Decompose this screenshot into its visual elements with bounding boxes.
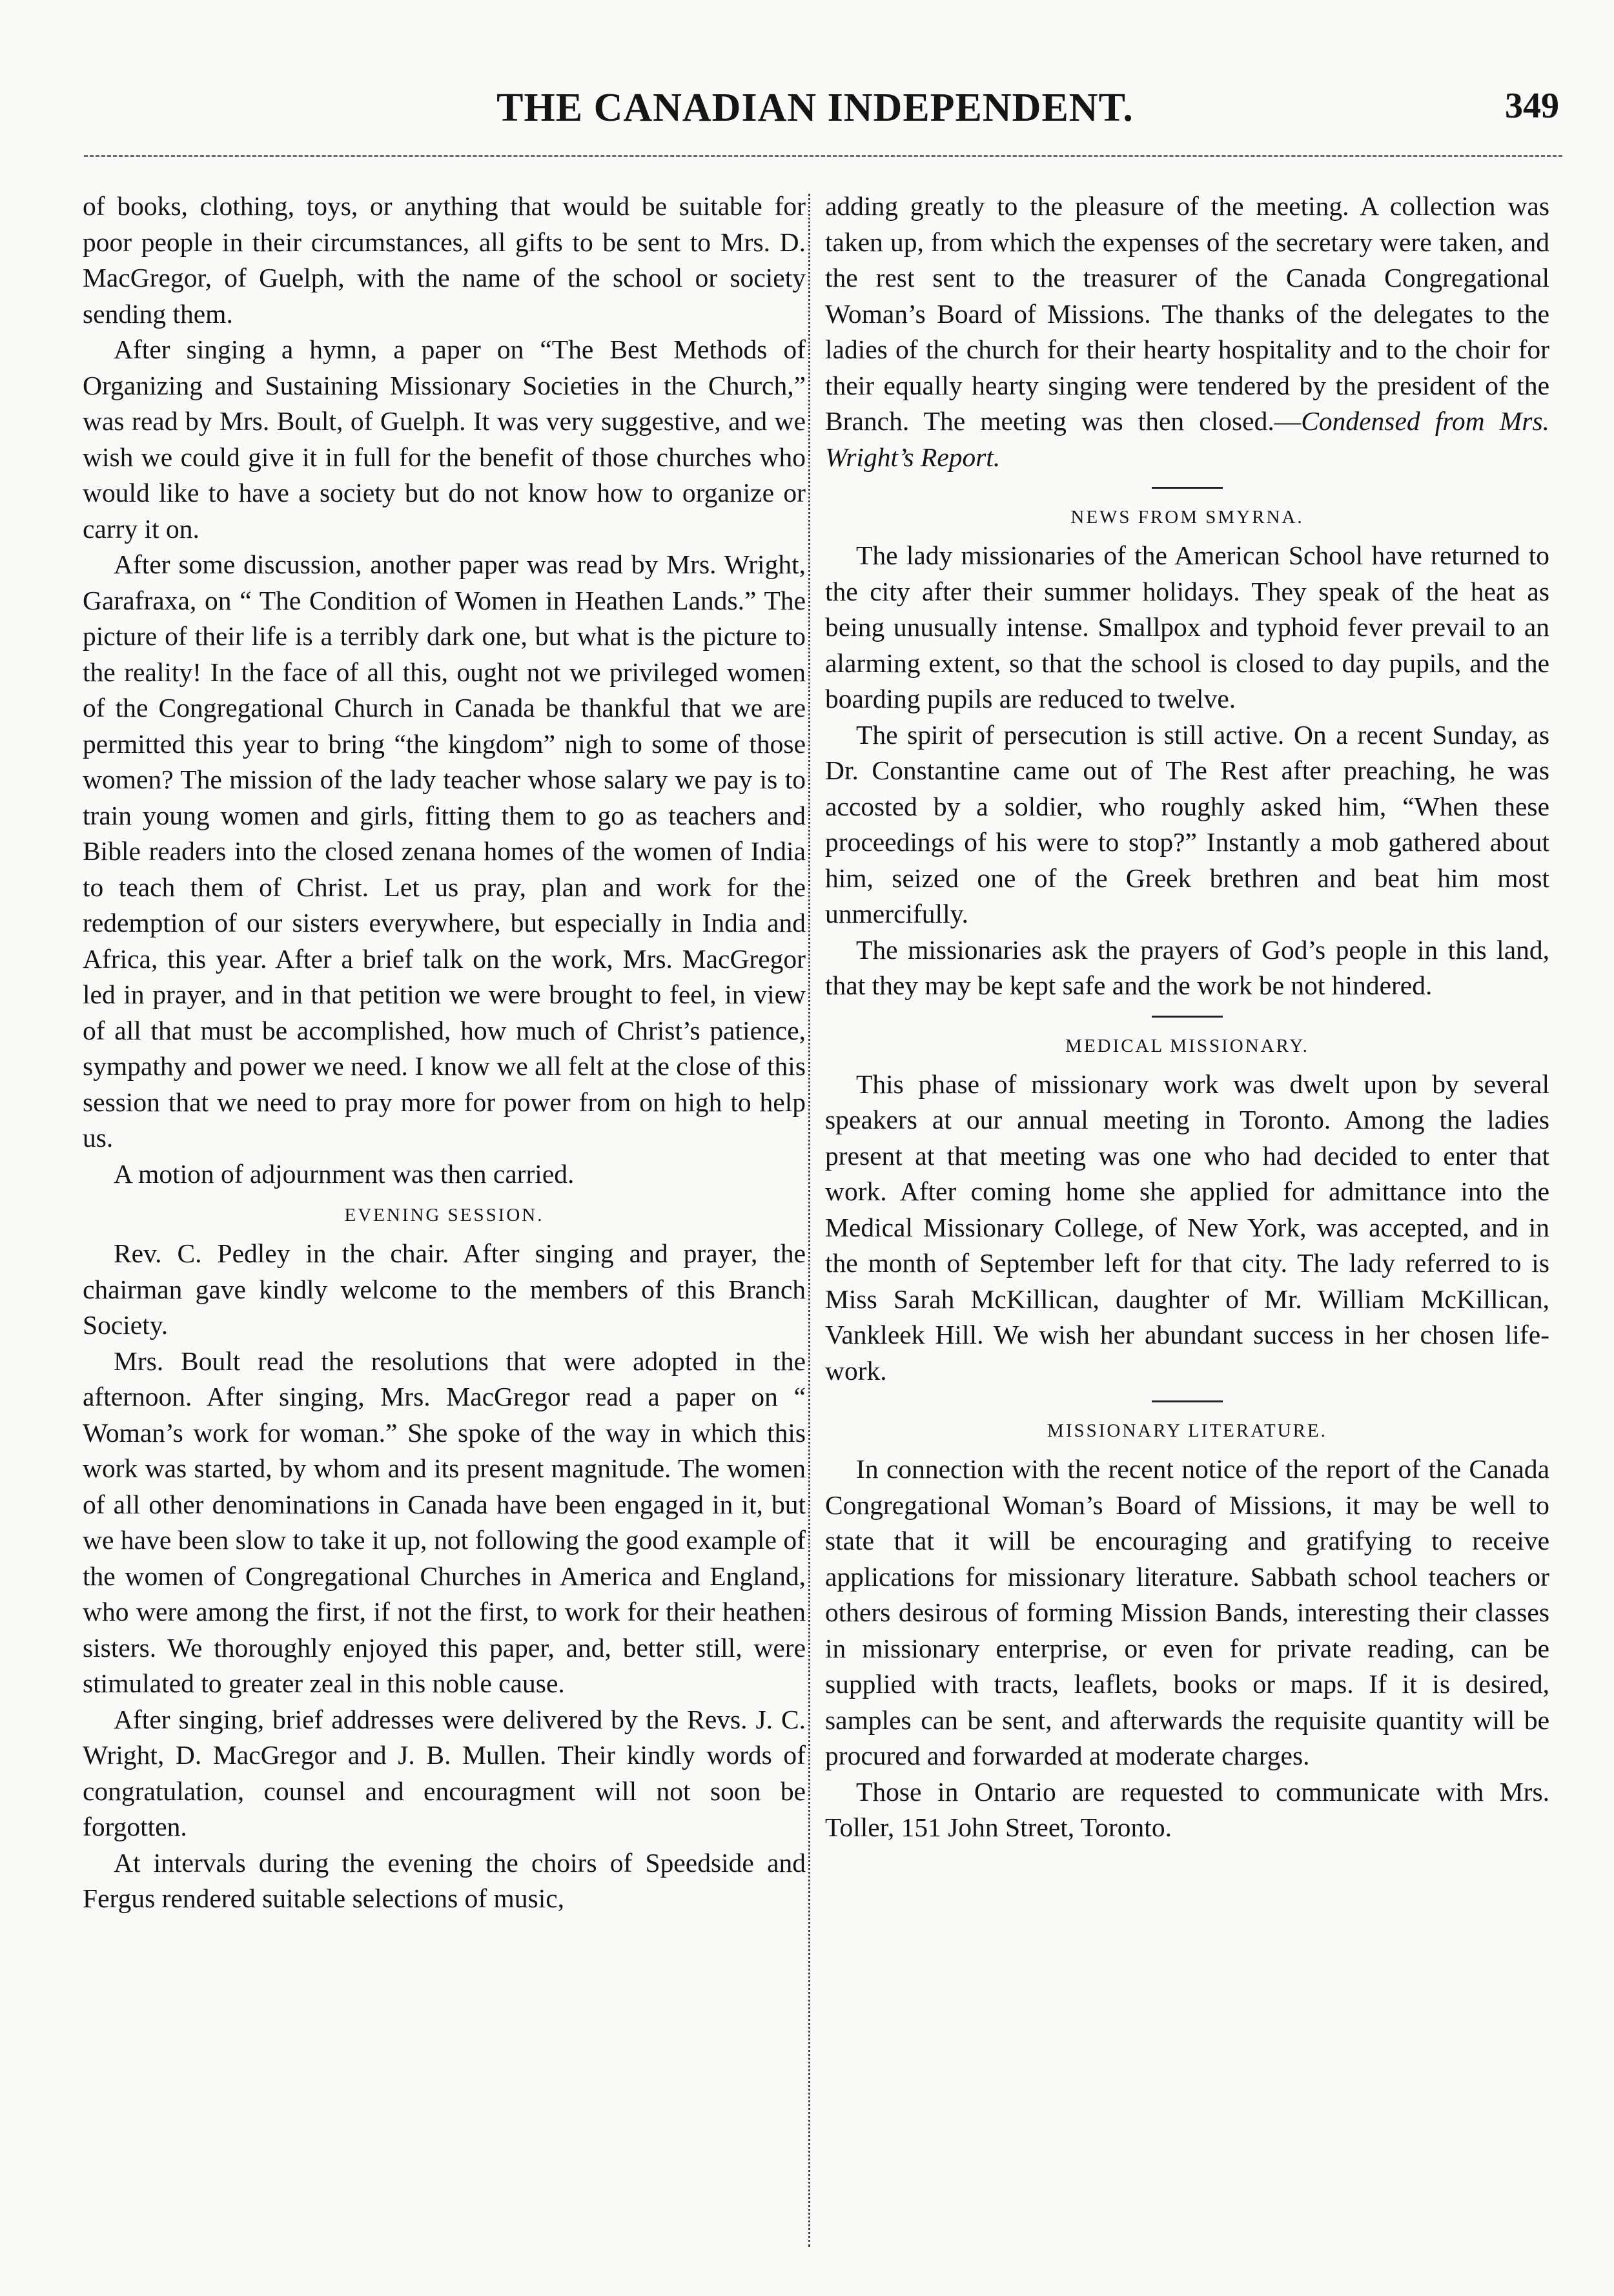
page-header <box>71 85 1559 137</box>
paragraph: of books, clothing, toys, or anything that would be suitable for poor people in their circumstances, all gifts to be sent to Mrs. D. MacGregor, of Guelph, with the name of the school or society sending them. <box>83 191 806 329</box>
paragraph <box>825 189 1549 475</box>
paragraph: Those in Ontario are requested to communicate with Mrs. Toller, 151 John Street, Toronto. <box>825 1776 1549 1842</box>
paragraph: Mrs. Boult read the resolutions that were adopted in the afternoon. After singing, Mrs. MacGregor read a paper on “ Woman’s work for woman.” She spoke of the way in which this work was started, by whom and its present magnitude. The women of all other denominations in Canada have been engaged in it, but we have been slow to take it up, not following the good example of the women of Congregational Churches in America and England, who were among the first, if not the first, to work for their heathen sisters. We thoroughly enjoyed this paper, and, better still, were stimulated to greater zeal in this noble cause. <box>83 1346 806 1698</box>
paragraph: A motion of adjournment was then carried. <box>114 1158 575 1189</box>
section-rule <box>1152 1016 1223 1018</box>
section-heading-smyrna: NEWS FROM SMYRNA. <box>1070 507 1304 528</box>
paragraph: At intervals during the evening the choirs of Speedside and Fergus rendered suitable selections of music, <box>83 1847 806 1913</box>
paragraph-text: adding greatly to the pleasure of the meeting. A collection was taken up, from which the expenses of the secretary were taken, and the rest sent to the treasurer of the Canada Congregational Woman’s Board of Missions. The thanks of the delegates to the ladies of the church for their hearty hospitality and to the choir for their equally hearty singing were tendered by the president of the Branch. The meeting was then closed.— <box>825 191 1549 436</box>
page-number: 349 <box>1505 86 1559 126</box>
paragraph: After singing, brief addresses were delivered by the Revs. J. C. Wright, D. MacGregor and J. B. Mullen. Their kindly words of congratulation, counsel and encouragment will not soon be forgotten. <box>83 1704 806 1841</box>
section-rule <box>1152 1400 1223 1402</box>
section-rule <box>1152 487 1223 489</box>
paragraph: This phase of missionary work was dwelt upon by several speakers at our annual meeting in Toronto. Among the ladies present at that meeting was one who had decided to enter that work. After coming home she applied for admittance into the Medical Missionary College, of New York, was accepted, and in the month of September left for that city. The lady referred to is Miss Sarah McKillican, daughter of Mr. William McKillican, Vankleek Hill. We wish her abundant success in her chosen life-work. <box>825 1069 1549 1386</box>
paragraph: After singing a hymn, a paper on “The Best Methods of Organizing and Sustaining Missionary Societies in the Church,” was read by Mrs. Boult, of Guelph. It was very suggestive, and we wish we could give it in full for the benefit of those churches who would like to have a society but do not know how to organize or carry it on. <box>83 334 806 544</box>
header-rule <box>84 155 1562 157</box>
paragraph: The missionaries ask the prayers of God’s people in this land, that they may be kept safe and the work be not hindered. <box>825 934 1549 1000</box>
column-divider <box>808 194 810 2247</box>
paragraph: Rev. C. Pedley in the chair. After singing and prayer, the chairman gave kindly welcome to the members of this Branch Society. <box>83 1238 806 1340</box>
section-heading-literature: MISSIONARY LITERATURE. <box>1047 1420 1327 1441</box>
section-heading-medical: MEDICAL MISSIONARY. <box>1065 1035 1309 1056</box>
source-credit: Condensed from Mrs. Wright’s Report. <box>825 406 1549 472</box>
paragraph: The spirit of persecution is still active. On a recent Sunday, as Dr. Constantine came out of The Rest after preaching, he was accosted by a soldier, who roughly asked him, “When these proceedings of his were to stop?” Instantly a mob gathered about him, seized one of the Greek brethren and beat him most unmercifully. <box>825 719 1549 928</box>
section-heading-evening: EVENING SESSION. <box>344 1205 544 1225</box>
right-column <box>825 189 1549 1846</box>
left-column <box>83 189 806 1917</box>
paragraph: In connection with the recent notice of the report of the Canada Congregational Woman’s Board of Missions, it may be well to state that it will be encouraging and gratifying to receive applications for missionary literature. Sabbath school teachers or others desirous of forming Mission Bands, interesting their classes in missionary enterprise, or even for private reading, can be supplied with tracts, leaflets, books or maps. If it is desired, samples can be sent, and afterwards the requisite quantity will be procured and forwarded at moderate charges. <box>825 1454 1549 1770</box>
paragraph: After some discussion, another paper was read by Mrs. Wright, Garafraxa, on “ The Condition of Women in Heathen Lands.” The picture of their life is a terribly dark one, but what is the picture to the reality! In the face of all this, ought not we privileged women of the Congregational Church in Canada be thankful that we are permitted this year to bring “the kingdom” nigh to some of those women? The mission of the lady teacher whose salary we pay is to train young women and girls, fitting them to go as teachers and Bible readers into the closed zenana homes of the women of India to teach them of Christ. Let us pray, plan and work for the redemption of our sisters everywhere, but especially in India and Africa, this year. After a brief talk on the work, Mrs. MacGregor led in prayer, and in that petition we were brought to feel, in view of all that must be accomplished, how much of Christ’s patience, sympathy and power we need. I know we all felt at the close of this session that we need to pray more for power from on high to help us. <box>83 549 806 1153</box>
paragraph: The lady missionaries of the American School have returned to the city after their summer holidays. They speak of the heat as being unusually intense. Smallpox and typhoid fever prevail to an alarming extent, so that the school is closed to day pupils, and the boarding pupils are reduced to twelve. <box>825 540 1549 713</box>
masthead-title: THE CANADIAN INDEPENDENT. <box>496 86 1134 130</box>
